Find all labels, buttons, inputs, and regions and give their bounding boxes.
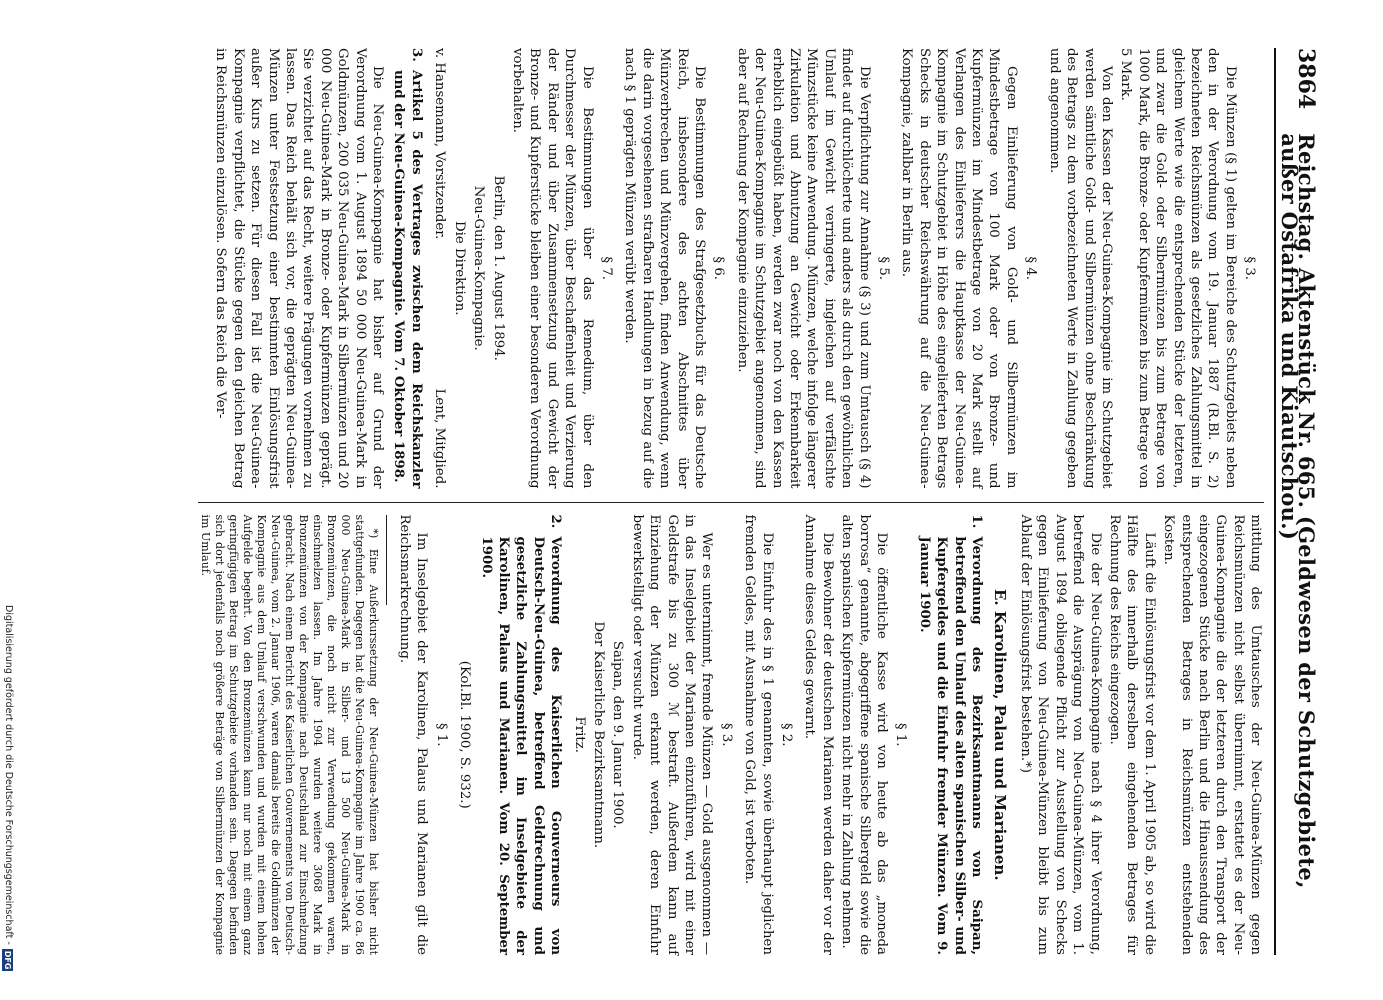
page-title: Reichstag. Aktenstück Nr. 665. (Geldwesen der Schutzgebiete, außer Ostafrika und Kiautschou.) [1276, 133, 1319, 889]
text-columns [199, 48, 1265, 955]
document-page [73, 0, 1383, 1000]
company-name: Neu-Guinea-Kompagnie. [471, 185, 487, 351]
right-column [199, 515, 1265, 956]
page-number: 3864 [1293, 48, 1319, 110]
authority-label: Der Kaiserliche Bezirksamtmann. [590, 621, 606, 849]
section-heading: § 5. [876, 256, 892, 281]
numbered-heading [390, 48, 425, 489]
section-heading: § 3. [1242, 256, 1258, 281]
source-reference: (Kol.Bl. 1900, S. 932.) [457, 660, 473, 809]
numbered-heading [477, 515, 564, 956]
section-title: E. Karolinen, Palau und Marianen. [991, 588, 1010, 881]
left-column [199, 48, 1265, 489]
paragraph: Von den Kassen der Neu-Guinea-Kompagnie im Schutzgebiet werden sämtliche Gold- und Silbermünzen ohne Beschränkung des Betrags zu dem vorbezeichneten Werte in Zahlung gegeben und angenommen. [1046, 48, 1114, 489]
dfg-logo: DFG [3, 950, 13, 970]
section-heading: § 3. [718, 722, 734, 747]
paragraph: mittlung des Umtausches der Neu-Guinea-Münzen gegen Reichsmünzen nicht selbst übernimmt, erstattet es der Neu-Guinea-Kompagnie die der letzteren durch den Transport der eingezogenen Stücke nach Berlin und die Hinaussendung des entsprechenden Betrages in Reichsmünzen entstehenden Kosten. [1161, 514, 1264, 955]
signature: Fritz. [571, 716, 587, 753]
footnote-divider [387, 515, 388, 605]
section-heading: § 1. [433, 722, 449, 747]
digitization-credit [2, 605, 14, 995]
signature-chairman: v. Hansemann, Vorsitzender. [432, 48, 448, 240]
paragraph: Im Inselgebiet der Karolinen, Palaus und Marianen gilt die Reichsmarkrechnung. [396, 514, 430, 955]
paragraph: Die Einfuhr des in § 1 genannten, sowie überhaupt jeglichen fremden Geldes, mit Ausnahme von Gold, ist verboten. [742, 514, 775, 955]
paragraph: Die der Neu-Guinea-Kompagnie nach § 4 ihrer Verordnung, betreffend die Ausprägung von Neu-Guinea-Münzen, vom 1. August 1894 obliegende Pflicht zur Ausstellung von Schecks gegen Einlieferung von Neu-Guinea-Münzen bleibt bis zum Ablauf der Einlösungsfrist bestehen.*) [1017, 514, 1103, 955]
item-heading: Verordnung des Bezirksamtmanns von Saipan, betreffend den Umlauf des alten spanischen Silber- und Kupfergeldes und die Einfuhr fremder Münzen. Vom 9. Januar 1900. [916, 536, 985, 955]
section-heading: § 1. [893, 722, 909, 747]
paragraph: Die Münzen (§ 1) gelten im Bereiche des Schutzgebiets neben den in der Verordnung vom 19. Januar 1887 (R.Bl. S. 2) bezeichneten Reichsmünzen als gesetzliches Zahlungsmittel in gleichem Werte wie die entsprechenden Stücke der letzteren, und zwar die Gold- oder Silbermünzen bis zum Betrage von 1000 Mark, die Bronze- oder Kupfermünzen bis zum Betrage von 5 Mark. [1118, 48, 1238, 489]
section-heading: § 6. [711, 256, 727, 281]
paragraph: Läuft die Einlösungsfrist vor dem 1. April 1905 ab, so wird die Hälfte des innerhalb derselben eingehenden Betrages für Rechnung des Reichs eingezogen. [1106, 514, 1157, 955]
signature-row [431, 48, 448, 489]
item-number: 3. [408, 48, 424, 62]
paragraph: Die öffentliche Kasse wird von heute ab das „moneda borrosa“ genannte, abgegriffene spanische Silbergeld sowie die alten spanischen Kupfermünzen nicht mehr in Zahlung nehmen. [839, 514, 890, 955]
item-number: 2. [548, 514, 564, 529]
place-date: Berlin, den 1. August 1894. [490, 175, 506, 361]
direction-label: Die Direktion. [451, 220, 467, 316]
column-divider [199, 502, 1265, 503]
numbered-heading [915, 515, 985, 956]
page-header [1274, 48, 1319, 955]
paragraph: Die Bewohner der deutschen Marianen werden daher vor der Annahme dieses Geldes gewarnt. [802, 514, 835, 955]
section-heading: § 4. [1023, 256, 1039, 281]
footnote: *) Eine Außerkurssetzung der Neu-Guinea-Münzen hat bisher nicht stattgefunden. Dagegen hat die Neu-Guinea-Kompagnie im Jahre 1900 ca. 86 000 Neu-Guinea-Mark in Silber- und 13 500 Neu-Guinea-Mark in Bronzemünzen, die noch nicht zur Verwendung gekommen waren, einschmelzen lassen. Im Jahre 1904 wurden weitere 3068 Mark in Bronzemünzen von der Kompagnie nach Deutschland zur Einschmelzung gebracht. Nach einem Bericht des Kaiserlichen Gouvernements von Deutsch-Neu-Guinea, vom 2. Januar 1906, waren damals bereits die Goldmünzen der Kompagnie aus dem Umlauf verschwunden und wurden mit einem hohen Aufgelde begehrt. Von den Bronzemünzen kann nur noch mit einem ganz geringfügigen Betrag im Schutzgebiete vorhanden sein. Dagegen befinden sich dort jedenfalls noch größere Beträge von Silbermünzen der Kompagnie im Umlauf. [199, 514, 381, 955]
place-date: Saipan, den 9. Januar 1900. [610, 640, 626, 829]
item-heading: Artikel 5 des Vertrages zwischen dem Reichskanzler und der Neu-Guinea-Kompagnie. Vom 7. Oktober 1898. [391, 70, 424, 489]
signature-member: Lent, Mitglied. [432, 388, 448, 489]
paragraph: Die Bestimmungen des Strafgesetzbuchs für das Deutsche Reich, insbesondere des achten Abschnittes über Münzverbrechen und Münzvergehen, finden Anwendung, wenn die darin vorgesehenen strafbaren Handlungen in bezug auf die nach § 1 geprägten Münzen verübt werden. [622, 48, 707, 489]
paragraph: Gegen Einlieferung von Gold- und Silbermünzen im Mindestbetrage von 100 Mark oder von Bronze- und Kupfermünzen im Mindestbetrage von 20 Mark stellt auf Verlangen des Einlieferers die Hauptkasse der Neu-Guinea-Kompagnie im Schutzgebiet in Höhe des eingelieferten Betrags Schecks in deutscher Reichswährung auf die Neu-Guinea-Kompagnie, zahlbar in Berlin aus. [899, 48, 1019, 489]
paragraph: Wer es unternimmt, fremde Münzen — Gold ausgenommen — in das Inselgebiet der Marianen einzuführen, wird mit einer Geldstrafe bis zu 300 ℳ bestraft. Außerdem kann auf Einziehung der Münzen erkannt werden, deren Einfuhr bewerkstelligt oder versucht wurde. [629, 514, 715, 955]
section-heading: § 2. [779, 722, 795, 747]
paragraph: Die Verpflichtung zur Annahme (§ 3) und zum Umtausch (§ 4) findet auf durchlöcherte und anders als durch den gewöhnlichen Umlauf im Gewicht verringerte, ingleichen auf verfälschte Münzstücke keine Anwendung. Münzen, welche infolge längerer Zirkulation und Abnutzung an Gewicht oder Erkennbarkeit erheblich eingebüßt haben, werden zwar noch von den Kassen der Neu-Guinea-Kompagnie im Schutzgebiet angenommen, sind aber auf Rechnung der Kompagnie einzuziehen. [734, 48, 872, 489]
item-heading: Verordnung des Kaiserlichen Gouverneurs von Deutsch-Neu-Guinea, betreffend Geldrechnung und gesetzliche Zahlungsmittel im Inselgebiete der Karolinen, Palaus und Marianen. Vom 20. September 1900. [478, 536, 564, 955]
paragraph: Die Bestimmungen über das Remedium, über den Durchmesser der Münzen, über Beschaffenheit und Verzierung der Ränder und über Zusammensetzung und Gewicht der Bronze- und Kupferstücke bleiben einer besonderen Verordnung vorbehalten. [509, 48, 595, 489]
credit-text: Digitalisierung gefördert durch die Deutsche Forschungsgemeinschaft - [3, 605, 14, 945]
item-number: 1. [969, 514, 985, 529]
section-heading: § 7. [598, 256, 614, 281]
paragraph: Die Neu-Guinea-Kompagnie hat bisher auf Grund der Verordnung vom 1. August 1894 50 000 Neu-Guinea-Mark in Goldmünzen, 200 035 Neu-Guinea-Mark in Silbermünzen und 20 000 Neu-Guinea-Mark in Bronze- oder Kupfermünzen geprägt. Sie verzichtet auf das Recht, weitere Prägungen vornehmen zu lassen. Das Reich behält sich vor, die geprägten Neu-Guinea-Münzen unter Festsetzung einer bestimmten Einlösungsfrist außer Kurs zu setzen. Für diesen Fall ist die Neu-Guinea-Kompagnie verpflichtet, die Stücke gegen den gleichen Betrag in Reichsmünzen einzulösen. Sofern das Reich die Ver- [213, 48, 386, 489]
